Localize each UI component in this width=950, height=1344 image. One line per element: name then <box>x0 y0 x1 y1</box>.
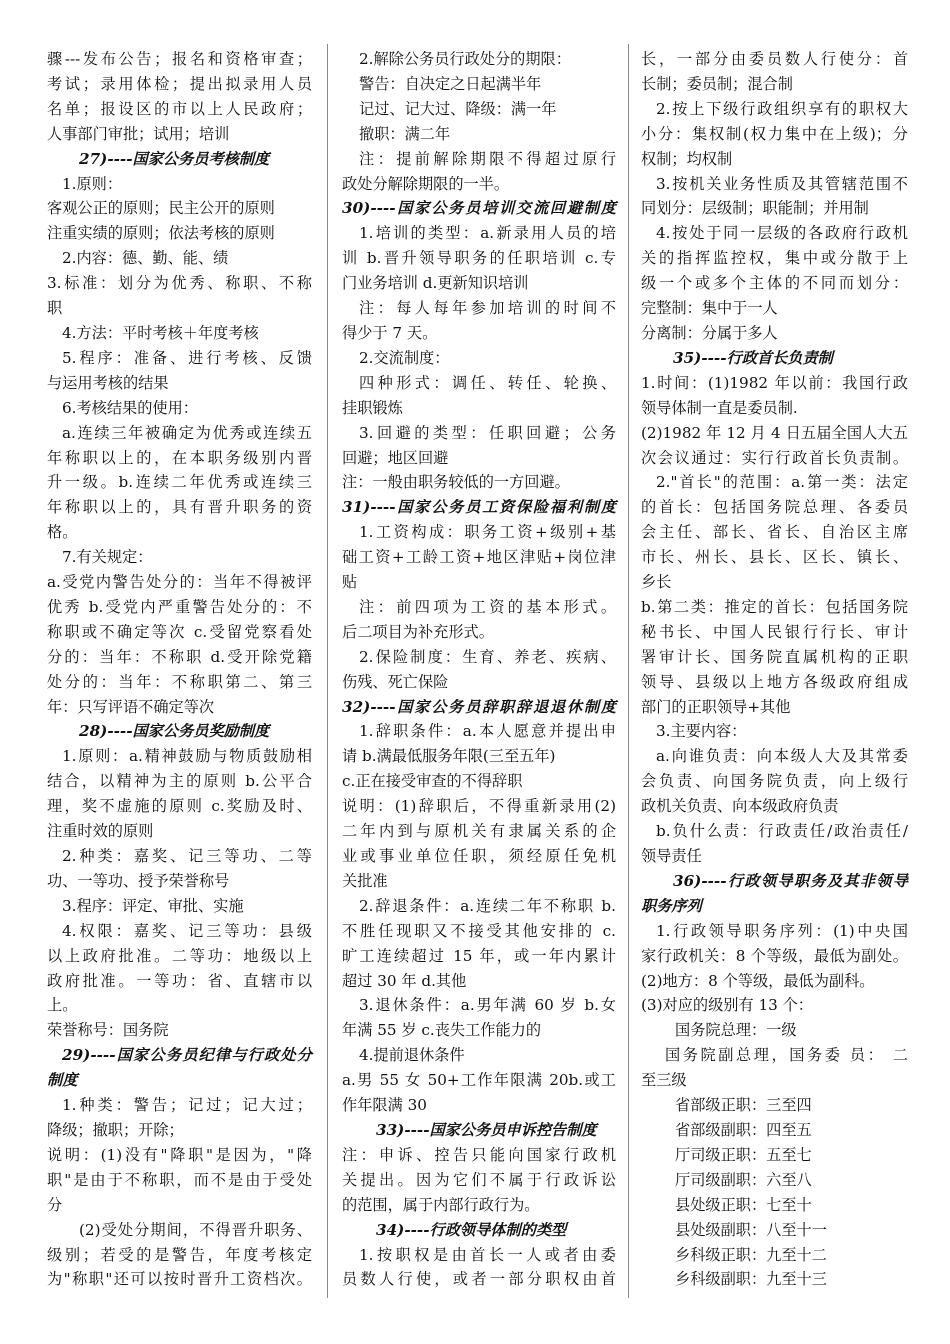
text-line: 3.按机关业务性质及其管辖范围不 <box>656 174 908 193</box>
text-line: 不胜任现职又不接受其他安排的 c. <box>342 921 616 940</box>
text-line: 警告：自决定之日起满半年 <box>359 74 542 93</box>
text-line: 上。 <box>47 996 78 1015</box>
column-divider-1 <box>327 44 328 1298</box>
text-line: 职 <box>47 299 63 318</box>
text-line: 政处分解除期限的一半。 <box>342 174 510 193</box>
text-line: 1.时间：(1)1982 年以前：我国行政 <box>641 373 908 392</box>
text-line: 长，一部分由委员数人行使分：首 <box>641 50 908 68</box>
text-line: 撤职：满二年 <box>359 124 451 143</box>
text-line: a.男 55 女 50+工作年限满 20b.或工 <box>342 1071 616 1090</box>
text-line: 注：前四项为工资的基本形式。 <box>359 597 616 616</box>
text-line: 厅司级正职：五至七 <box>675 1145 812 1164</box>
text-line: 国务院副总理，国务委 员： 二 <box>665 1046 908 1065</box>
text-line: 以上政府批准。二等功：地级以上 <box>47 946 312 965</box>
text-line: 挂职锻炼 <box>342 398 403 417</box>
text-line: 部门的正职领导+其他 <box>641 697 791 716</box>
text-line: 请 b.满最低服务年限(三至五年) <box>342 747 556 766</box>
text-line: 级别；若受的是警告，年度考核定 <box>47 1245 312 1264</box>
text-line: a.连续三年被确定为优秀或连续五 <box>62 423 312 442</box>
text-line: 分离制：分属于多人 <box>641 323 778 342</box>
text-line: 长制；委员制；混合制 <box>641 74 793 93</box>
text-line: 关提出。因为它们不属于行政诉讼 <box>342 1170 616 1189</box>
text-line: (3)对应的级别有 13 个： <box>641 996 813 1015</box>
section-heading: 28)----国家公务员奖励制度 <box>79 722 270 741</box>
text-line: 础工资+工龄工资+地区津贴+岗位津 <box>342 548 616 567</box>
text-line: 名单；报设区的市以上人民政府； <box>47 99 312 118</box>
section-heading: 职务序列 <box>641 896 702 915</box>
text-line: 2.交流制度： <box>359 348 450 367</box>
text-line: 的首长：包括国务院总理、各委员 <box>641 498 908 517</box>
text-line: 业或事业单位任职，须经原任免机 <box>342 847 616 865</box>
text-line: 后二项目为补充形式。 <box>342 622 494 641</box>
text-line: 关的指挥监控权，集中或分散于上 <box>641 249 908 268</box>
section-heading: 30)----国家公务员培训交流回避制度 <box>342 199 616 218</box>
text-line: 2.种类：嘉奖、记三等功、二等 <box>62 847 312 865</box>
text-line: 分 <box>47 1195 63 1214</box>
text-line: 超过 30 年 d.其他 <box>342 971 467 990</box>
text-line: 县处级正职：七至十 <box>675 1195 812 1214</box>
text-line: 旷工连续超过 15 年，或一年内累计 <box>342 946 616 965</box>
text-line: (2)受处分期间，不得晋升职务、 <box>79 1220 312 1239</box>
text-column-middle <box>342 47 616 1292</box>
text-line: 训 b.晋升领导职务的任职培训 c.专 <box>342 249 616 268</box>
text-line: 乡科级副职：九至十三 <box>675 1270 827 1289</box>
text-line: 会主任、部长、省长、自治区主席 <box>641 523 908 542</box>
text-line: 注：一般由职务较低的一方回避。 <box>342 473 570 492</box>
text-line: 次会议通过：实行行政首长负责制。 <box>641 448 908 467</box>
text-line: 处分的：当年：不称职第二、第三 <box>47 672 312 691</box>
text-line: (2)地方：8 个等级，最低为副科。 <box>641 971 875 990</box>
text-line: 乡科级正职：九至十二 <box>675 1245 827 1264</box>
column-divider-2 <box>628 44 629 1298</box>
text-line: 说明：(1)没有"降职"是因为，"降 <box>47 1145 312 1164</box>
text-line: 4.权限：嘉奖、记三等功：县级 <box>62 921 312 940</box>
text-line: 作年限满 30 <box>342 1096 427 1115</box>
text-line: 至三级 <box>641 1071 687 1090</box>
text-line: 1.工资构成：职务工资+级别+基 <box>359 523 616 542</box>
text-line: 升一级。b.连续二年优秀或连续三 <box>47 473 312 492</box>
text-line: 理，奖不虚施的原则 c.奖励及时、 <box>47 797 312 816</box>
text-line: 结合，以精神为主的原则 b.公平合 <box>47 772 312 791</box>
text-line: 1.辞职条件：a.本人愿意并提出申 <box>359 722 616 741</box>
text-line: c.正在接受审查的不得辞职 <box>342 772 523 791</box>
text-line: 说明：(1)辞职后，不得重新录用(2) <box>342 797 616 816</box>
text-line: 3.程序：评定、审批、实施 <box>62 896 244 915</box>
text-line: 格。 <box>47 523 78 542</box>
text-line: 1.按职权是由首长一人或者由委 <box>359 1245 616 1264</box>
text-line: 领导体制一直是委员制. <box>641 398 798 417</box>
text-line: 1.原则：a.精神鼓励与物质鼓励相 <box>62 747 312 766</box>
text-line: 2.辞退条件：a.连续二年不称职 b. <box>359 896 616 915</box>
text-column-right <box>641 47 908 1292</box>
text-line: 优秀 b.受党内严重警告处分的：不 <box>47 597 312 616</box>
text-line: a.向谁负责：向本级人大及其常委 <box>656 747 908 766</box>
text-line: 与运用考核的结果 <box>47 373 169 392</box>
text-line: 注：提前解除期限不得超过原行 <box>359 149 616 168</box>
section-heading: 35)----行政首长负责制 <box>673 348 833 367</box>
text-line: 年称职以上的，具有晋升职务的资 <box>47 498 312 517</box>
text-line: 署审计长、国务院直属机构的正职 <box>641 647 908 666</box>
text-line: 员数人行使，或者一部分职权由首 <box>342 1270 616 1289</box>
text-line: 年：只写评语不确定等次 <box>47 697 215 716</box>
text-line: 1.原则： <box>62 174 123 193</box>
text-line: 权制；均权制 <box>641 149 733 168</box>
text-line: 2."首长"的范围：a.第一类：法定 <box>656 473 908 492</box>
text-line: 政机关负责、向本级政府负责 <box>641 797 839 816</box>
text-line: 完整制：集中于一人 <box>641 299 778 318</box>
text-line: 1.培训的类型：a.新录用人员的培 <box>359 224 616 243</box>
text-line: 3.退休条件：a.男年满 60 岁 b.女 <box>359 996 616 1015</box>
text-line: 6.考核结果的使用： <box>62 398 198 417</box>
text-line: 称职或不确定等次 c.受留党察看处 <box>47 622 312 641</box>
text-line: 降级；撤职；开除； <box>47 1120 184 1139</box>
text-line: 5.程序：准备、进行考核、反馈 <box>62 348 312 367</box>
text-line: 注：申诉、控告只能向国家行政机 <box>342 1145 616 1164</box>
text-line: 注重实绩的原则；依法考核的原则 <box>47 224 275 243</box>
text-line: 2.按上下级行政组织享有的职权大 <box>656 99 908 118</box>
text-line: 伤残、死亡保险 <box>342 672 449 691</box>
text-line: 记过、记大过、降级：满一年 <box>359 99 557 118</box>
text-line: 二年内到与原机关有隶属关系的企 <box>342 822 616 841</box>
section-heading: 34)----行政领导体制的类型 <box>376 1220 567 1239</box>
section-heading: 29)----国家公务员纪律与行政处分 <box>62 1046 312 1065</box>
section-heading: 31)----国家公务员工资保险福利制度 <box>342 498 616 517</box>
text-line: 级一个或多个主体的不同而划分： <box>641 274 908 293</box>
text-line: 荣誉称号：国务院 <box>47 1021 169 1040</box>
text-line: 厅司级副职：六至八 <box>675 1170 812 1189</box>
text-line: 功、一等功、授予荣誉称号 <box>47 871 230 890</box>
text-line: 3.标准：划分为优秀、称职、不称 <box>47 274 312 293</box>
text-line: 2.内容：德、勤、能、绩 <box>62 249 229 268</box>
text-line: a.受党内警告处分的：当年不得被评 <box>47 573 312 592</box>
text-line: 关批准 <box>342 871 388 890</box>
text-line: 政府批准。一等功：省、直辖市以 <box>47 971 312 990</box>
text-line: 年满 55 岁 c.丧失工作能力的 <box>342 1021 542 1040</box>
text-line: 县处级副职：八至十一 <box>675 1220 827 1239</box>
text-line: 分的：当年：不称职 d.受开除党籍 <box>47 647 312 666</box>
text-line: 市长、州长、县长、区长、镇长、 <box>641 548 908 567</box>
text-line: 4.按处于同一层级的各政府行政机 <box>656 224 908 243</box>
text-line: (2)1982 年 12 月 4 日五届全国人大五 <box>641 423 908 442</box>
text-line: 国务院总理：一级 <box>675 1021 797 1040</box>
text-line: 骤---发布公告；报名和资格审查； <box>47 50 312 68</box>
text-line: 家行政机关：8 个等级，最低为副处。 <box>641 946 908 965</box>
text-line: 注重时效的原则 <box>47 822 154 841</box>
text-line: 贴 <box>342 573 358 592</box>
text-line: 的范围，属于内部行政行为。 <box>342 1195 540 1214</box>
text-line: 3.主要内容： <box>656 722 747 741</box>
text-line: 四种形式：调任、转任、轮换、 <box>359 373 616 392</box>
text-line: 领导责任 <box>641 847 702 865</box>
text-line: 职"是由于不称职，而不是由于受处 <box>47 1170 312 1189</box>
section-heading: 27)----国家公务员考核制度 <box>79 149 270 168</box>
text-line: b.第二类：推定的首长：包括国务院 <box>641 597 908 616</box>
text-column-left <box>47 47 312 1292</box>
section-heading: 33)----国家公务员申诉控告制度 <box>376 1120 597 1139</box>
text-line: 客观公正的原则；民主公开的原则 <box>47 199 275 218</box>
text-line: 7.有关规定： <box>62 548 153 567</box>
text-line: 乡长 <box>641 573 672 592</box>
text-line: 同划分：层级制；职能制；并用制 <box>641 199 869 218</box>
text-line: 省部级副职：四至五 <box>675 1120 812 1139</box>
text-line: 人事部门审批；试用；培训 <box>47 124 230 143</box>
text-line: 为"称职"还可以按时晋升工资档次。 <box>47 1270 312 1289</box>
text-line: 2.解除公务员行政处分的期限： <box>359 50 571 68</box>
text-line: 年称职以上的，在本职务级别内晋 <box>47 448 312 467</box>
text-line: 秘书长、中国人民银行行长、审计 <box>641 622 908 641</box>
text-line: 2.保险制度：生育、养老、疾病、 <box>359 647 616 666</box>
text-line: 注：每人每年参加培训的时间不 <box>359 299 616 318</box>
text-line: 会负责、向国务院负责，向上级行 <box>641 772 908 791</box>
text-line: b.负什么责：行政责任/政治责任/ <box>656 822 908 841</box>
text-line: 1.行政领导职务序列：(1)中央国 <box>656 921 908 940</box>
text-line: 门业务培训 d.更新知识培训 <box>342 274 529 293</box>
text-line: 领导、县级以上地方各级政府组成 <box>641 672 908 691</box>
text-line: 3.回避的类型：任职回避；公务 <box>359 423 616 442</box>
text-line: 4.提前退休条件 <box>359 1046 465 1065</box>
text-line: 回避；地区回避 <box>342 448 449 467</box>
text-line: 1.种类：警告；记过；记大过； <box>62 1096 312 1115</box>
section-heading: 32)----国家公务员辞职辞退退休制度 <box>342 697 616 716</box>
text-line: 小分：集权制(权力集中在上级)；分 <box>641 124 908 143</box>
text-line: 4.方法：平时考核＋年度考核 <box>62 323 259 342</box>
text-line: 考试；录用体检；提出拟录用人员 <box>47 74 312 93</box>
text-line: 得少于 7 天。 <box>342 323 438 342</box>
text-line: 省部级正职：三至四 <box>675 1096 812 1115</box>
section-heading: 制度 <box>47 1071 78 1090</box>
section-heading: 36)----行政领导职务及其非领导 <box>673 871 908 890</box>
